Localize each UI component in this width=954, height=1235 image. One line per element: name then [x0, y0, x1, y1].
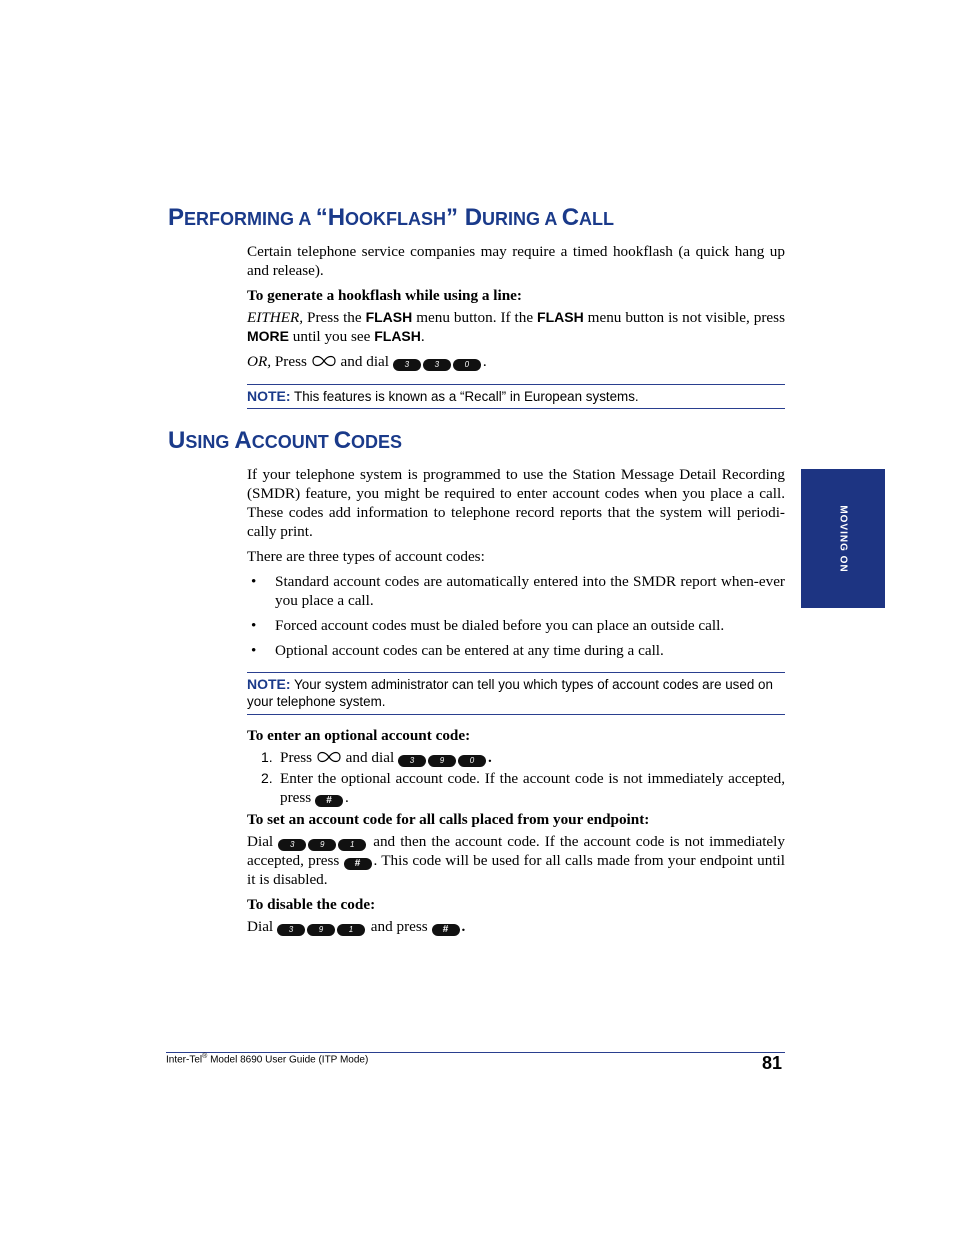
either-instruction: EITHER, Press the FLASH menu button. If the FLASH menu button is not visible, press MORE until you see FLASH.	[247, 309, 785, 345]
note-admin: NOTE: Your system administrator can tell you which types of account codes are used on your telephone system.	[247, 672, 785, 715]
hookflash-icon	[316, 751, 342, 763]
hookflash-icon	[311, 355, 337, 367]
dial-key-icon: 1	[338, 839, 366, 851]
list-item: • Standard account codes are automatically entered into the SMDR report when-ever you place a call.	[251, 573, 785, 609]
dial-key-icon: 3	[277, 924, 305, 936]
section2-body	[247, 465, 785, 660]
chapter-side-tab: MOVING ON	[801, 469, 885, 608]
hookflash-intro: Certain telephone service companies may require a timed hookflash (a quick hang up and release).	[247, 243, 785, 279]
note-recall: NOTE: This features is known as a “Recall” in European systems.	[247, 384, 785, 409]
all-calls-instruction: Dial 3 9 1 and then the account code. If the account code is not immediately accepted, press # . This code will be used for all calls made from your endpoint until it is disabled.	[247, 833, 785, 888]
step-1: 1. Press and dial 3 9 0 .	[261, 749, 492, 766]
dial-key-icon: 3	[393, 359, 421, 371]
section-title-account-codes: USING ACCOUNT CODES	[168, 427, 403, 454]
dial-key-icon: 9	[307, 924, 335, 936]
hookflash-proc-heading: To generate a hookflash while using a line:	[247, 287, 522, 304]
dial-key-icon: 1	[337, 924, 365, 936]
section2-procedures	[247, 726, 785, 936]
dial-key-icon: 3	[398, 755, 426, 767]
pound-key-icon: #	[432, 924, 460, 936]
pound-key-icon: #	[315, 795, 343, 807]
list-item: • Forced account codes must be dialed before you can place an outside call.	[251, 617, 725, 634]
section1-body	[247, 242, 785, 371]
pound-key-icon: #	[344, 858, 372, 870]
or-instruction: OR, Press and dial 3 3 0 .	[247, 353, 487, 370]
dial-key-icon: 9	[308, 839, 336, 851]
all-calls-heading: To set an account code for all calls placed from your endpoint:	[247, 811, 650, 828]
optional-heading: To enter an optional account code:	[247, 727, 471, 744]
dial-key-icon: 3	[278, 839, 306, 851]
disable-heading: To disable the code:	[247, 896, 376, 913]
dial-key-icon: 3	[423, 359, 451, 371]
section-title-hookflash: PERFORMING A “HOOKFLASH” DURING A CALL	[168, 204, 615, 231]
disable-instruction: Dial 3 9 1 and press # .	[247, 918, 466, 935]
page-number: 81	[762, 1053, 783, 1073]
dial-key-icon: 0	[453, 359, 481, 371]
footer-title: Inter-Tel® Model 8690 User Guide (ITP Mode)	[166, 1053, 369, 1066]
dial-key-icon: 9	[428, 755, 456, 767]
account-intro: If your telephone system is programmed to use the Station Message Detail Recording (SMDR) feature, you might be required to enter account codes when you place a call. These codes add information to telephone record reports that the system will periodi-cally print.	[247, 466, 785, 540]
dial-key-icon: 0	[458, 755, 486, 767]
list-item: • Optional account codes can be entered at any time during a call.	[251, 642, 664, 659]
types-intro: There are three types of account codes:	[247, 548, 485, 565]
step-2: 2. Enter the optional account code. If the account code is not immediately accepted, press # .	[261, 770, 785, 806]
